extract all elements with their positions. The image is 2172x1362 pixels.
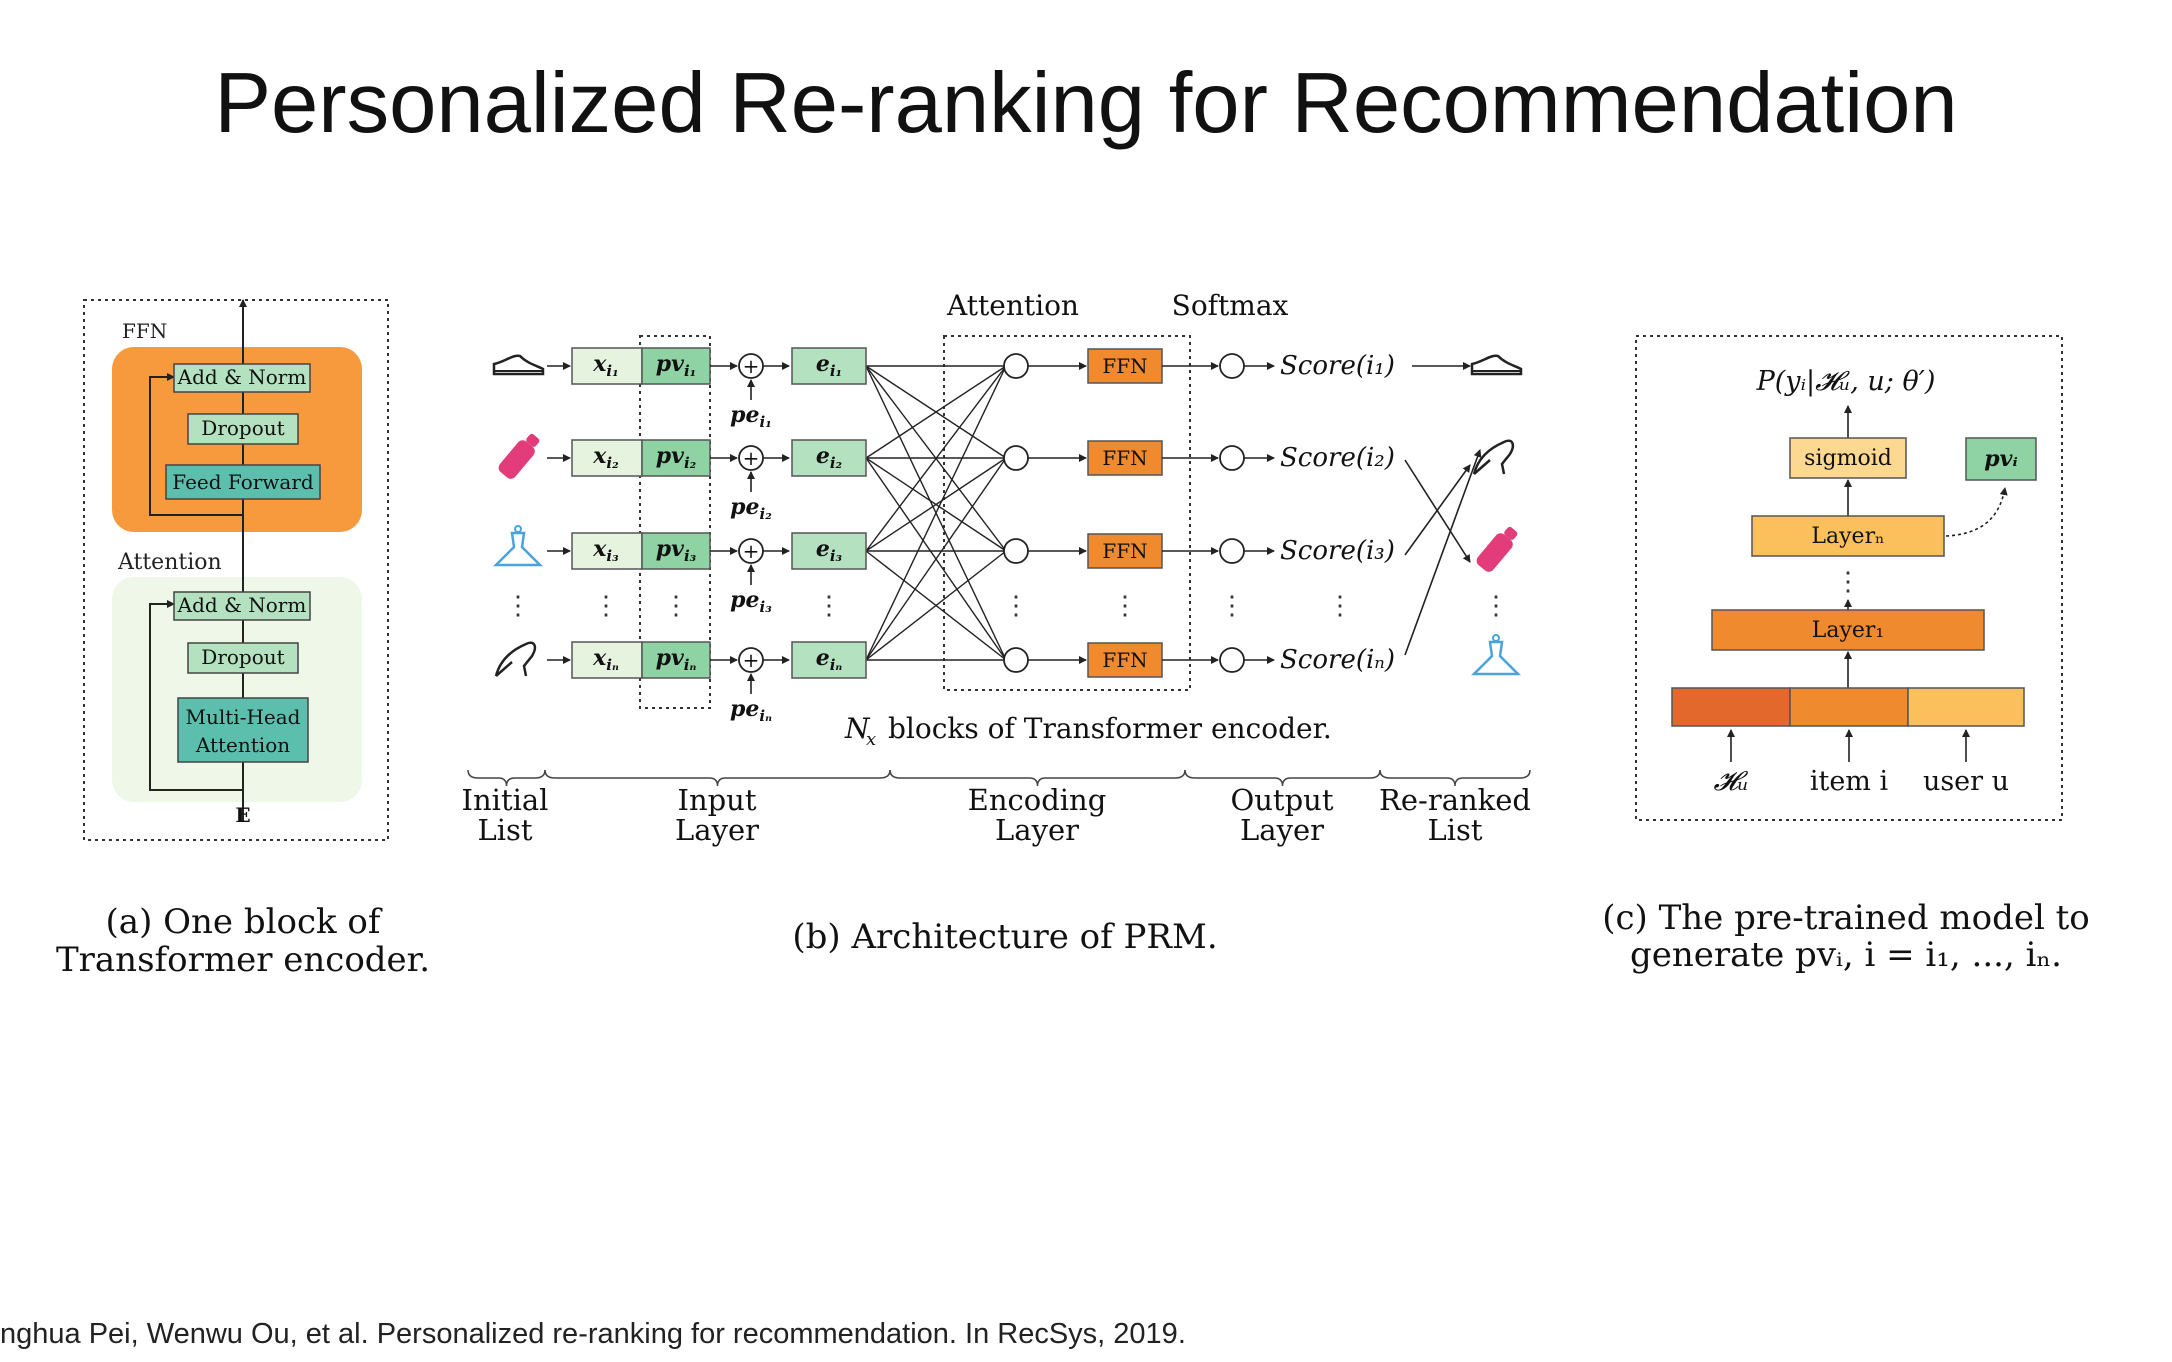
feed-forward-text: Feed Forward — [172, 470, 314, 494]
attention-node — [1004, 446, 1028, 470]
pv-label: $pv_{i_2}$ — [655, 443, 697, 472]
plus-symbol: + — [742, 648, 760, 672]
formula: P(yᵢ|𝓗ᵤ, u; θ′) — [1756, 366, 1936, 397]
row-2 — [496, 433, 1513, 523]
e-label: $e_{i_n}$ — [815, 645, 843, 674]
plus-symbol: + — [742, 446, 760, 470]
layer-label-5-line2: List — [1427, 813, 1483, 847]
x-label: $x_{i_n}$ — [593, 645, 619, 674]
softmax-dots: ⋮ — [1219, 591, 1245, 621]
nx-sub: x — [866, 729, 877, 750]
attention-node — [1004, 354, 1028, 378]
input-e: E — [235, 803, 251, 827]
input-item: item i — [1809, 766, 1889, 797]
plus-symbol: + — [742, 354, 760, 378]
softmax-node — [1220, 648, 1244, 672]
layer-label-1-line1: Initial — [461, 783, 549, 817]
score-label: Score(i₃) — [1280, 536, 1395, 566]
layer-label-4-line1: Output — [1230, 783, 1334, 817]
pv-label: $pv_{i_n}$ — [655, 645, 697, 674]
caption-c-2: generate pvᵢ, i = i₁, ..., iₙ. — [1630, 935, 2062, 975]
reranked-item-dress-icon — [1474, 642, 1518, 674]
rerank-lines — [1405, 450, 1480, 655]
attention-node — [1004, 539, 1028, 563]
ffn-text: FFN — [1102, 648, 1148, 672]
e-label: $e_{i_2}$ — [815, 443, 843, 472]
attention-connections — [866, 366, 1006, 660]
layer-n-text: Layerₙ — [1811, 524, 1885, 549]
e-dots: ⋮ — [816, 591, 842, 621]
caption-a-1: (a) One block of — [105, 902, 381, 942]
node-dots: ⋮ — [1003, 591, 1029, 621]
x-label: $x_{i_2}$ — [593, 443, 619, 472]
input-seg-2 — [1790, 688, 1908, 726]
layer-label-2-line2: Layer — [675, 813, 759, 847]
x-label: $x_{i_3}$ — [593, 536, 619, 565]
caption-b: (b) Architecture of PRM. — [792, 917, 1218, 957]
row-1 — [494, 348, 1521, 431]
initial-item-dress-icon-bow — [515, 526, 521, 532]
ffn-text: FFN — [1102, 539, 1148, 563]
rerank-line-3 — [1405, 465, 1470, 555]
attention-node — [1004, 648, 1028, 672]
add-norm-attn-text: Add & Norm — [177, 593, 307, 617]
reranked-dots: ⋮ — [1483, 591, 1509, 621]
layer-label-4-line2: Layer — [1240, 813, 1324, 847]
slide-title: Personalized Re-ranking for Recommendation — [214, 56, 1958, 151]
pe-label: $pe_{i_3}$ — [730, 587, 772, 616]
softmax-header: Softmax — [1171, 289, 1289, 322]
input-seg-1 — [1672, 688, 1790, 726]
caption-a-2: Transformer encoder. — [55, 940, 431, 980]
e-label: $e_{i_1}$ — [815, 351, 843, 380]
dotted-arrow-pv — [1946, 488, 2005, 536]
layer-labels — [462, 783, 1531, 847]
encoder-frame — [944, 336, 1190, 690]
score-label: Score(iₙ) — [1280, 645, 1395, 675]
citation: nghua Pei, Wenwu Ou, et al. Personalized re-ranking for recommendation. In RecSys, 2019. — [0, 1318, 1186, 1350]
layer-label-3-line1: Encoding — [967, 783, 1107, 817]
x-label: $x_{i_1}$ — [593, 351, 619, 380]
panel-b — [462, 289, 1531, 957]
pe-label: $pe_{i_1}$ — [730, 402, 772, 431]
pv-label: $pv_{i_3}$ — [655, 536, 697, 565]
pv-dots: ⋮ — [663, 591, 689, 621]
layer-label-2-line1: Input — [677, 783, 757, 817]
score-label: Score(i₁) — [1280, 351, 1395, 381]
score-dots: ⋮ — [1327, 591, 1353, 621]
pv-text: pvᵢ — [1984, 446, 2018, 472]
nx-symbol: N — [845, 712, 870, 745]
input-rows — [494, 348, 1521, 725]
sigmoid-text: sigmoid — [1804, 446, 1892, 471]
pe-label: $pe_{i_2}$ — [730, 494, 772, 523]
softmax-node — [1220, 446, 1244, 470]
caption-c-1: (c) The pre-trained model to — [1602, 898, 2090, 938]
layer-dots: ⋮ — [1835, 567, 1861, 597]
ffn-text: FFN — [1102, 354, 1148, 378]
attention-label: Attention — [118, 550, 222, 575]
dropout-attn-text: Dropout — [201, 645, 285, 669]
layer-label-3-line2: Layer — [995, 813, 1079, 847]
mha-text-1: Multi-Head — [185, 705, 301, 729]
softmax-node — [1220, 539, 1244, 563]
panel-a — [56, 300, 430, 980]
pv-label: $pv_{i_1}$ — [655, 351, 697, 380]
ffn-dots: ⋮ — [1112, 591, 1138, 621]
score-label: Score(i₂) — [1280, 443, 1395, 473]
layer-label-5-line1: Re-ranked — [1379, 783, 1531, 817]
pe-label: $pe_{i_n}$ — [730, 696, 772, 725]
ffn-text: FFN — [1102, 446, 1148, 470]
e-label: $e_{i_3}$ — [815, 536, 843, 565]
add-norm-ffn-text: Add & Norm — [177, 365, 307, 389]
layer-1-text: Layer₁ — [1811, 618, 1885, 643]
ffn-label: FFN — [122, 319, 168, 343]
x-dots: ⋮ — [593, 591, 619, 621]
layer-label-1-line2: List — [477, 813, 533, 847]
input-seg-3 — [1908, 688, 2024, 726]
panel-c — [1602, 336, 2090, 975]
initial-dots: ⋮ — [505, 591, 531, 621]
mha-text-2: Attention — [195, 733, 291, 757]
softmax-node — [1220, 354, 1244, 378]
reranked-item-dress-icon-bow — [1493, 635, 1499, 641]
nx-note: blocks of Transformer encoder. — [888, 712, 1332, 745]
dropout-ffn-text: Dropout — [201, 416, 285, 440]
initial-item-dress-icon — [496, 533, 540, 565]
input-user: user u — [1922, 766, 2010, 797]
plus-symbol: + — [742, 539, 760, 563]
rerank-line-n — [1405, 450, 1480, 655]
input-h: 𝓗ᵤ — [1713, 766, 1749, 797]
attention-header: Attention — [947, 289, 1079, 322]
